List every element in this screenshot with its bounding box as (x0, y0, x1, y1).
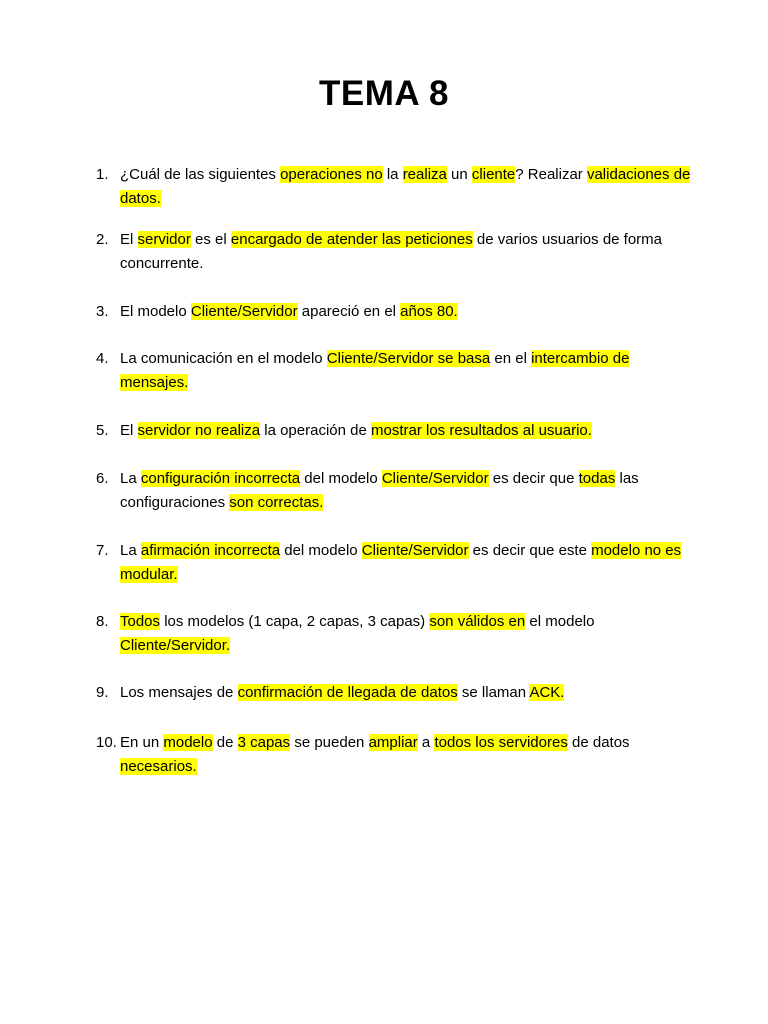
text-segment: se llaman (457, 684, 530, 701)
highlighted-text: todas (578, 470, 616, 487)
text-segment: del modelo (300, 470, 382, 487)
item-number: 3. (96, 303, 109, 320)
text-segment: ¿Cuál de las siguientes (120, 166, 281, 183)
item-number: 9. (96, 684, 109, 701)
text-segment: la (382, 166, 403, 183)
item-text (120, 228, 700, 276)
item-number: 1. (96, 166, 109, 183)
highlighted-text: son correctas. (229, 494, 324, 511)
text-segment: la operación de (260, 422, 371, 439)
highlighted-text: todos los servidores (434, 734, 568, 751)
text-segment: El (120, 231, 138, 248)
text-segment: El modelo (120, 303, 191, 320)
highlighted-text: modelo (163, 734, 213, 751)
highlighted-text: Cliente/Servidor (361, 542, 469, 559)
highlighted-text: necesarios. (120, 758, 197, 775)
text-segment: las configuraciones (120, 470, 639, 511)
highlighted-text: años 80. (400, 303, 458, 320)
item-number: 7. (96, 542, 109, 559)
highlighted-text: validaciones de datos. (120, 166, 691, 207)
highlighted-text: ampliar (368, 734, 418, 751)
text-segment: de (212, 734, 238, 751)
highlighted-text: operaciones no (280, 166, 383, 183)
highlighted-text: mostrar los resultados al usuario. (371, 422, 592, 439)
highlighted-text: ACK. (529, 684, 565, 701)
page-title: TEMA 8 (318, 74, 450, 113)
text-segment: de datos (567, 734, 630, 751)
text-segment: se pueden (290, 734, 369, 751)
highlighted-text: configuración incorrecta (140, 470, 301, 487)
text-segment: El (120, 422, 138, 439)
text-segment: es decir que este (468, 542, 592, 559)
highlighted-text: servidor no realiza (137, 422, 261, 439)
text-segment: el modelo (525, 613, 595, 630)
item-text (120, 467, 700, 515)
text-segment: un (446, 166, 472, 183)
item-number: 4. (96, 350, 109, 367)
text-segment: La comunicación en el modelo (120, 350, 327, 367)
highlighted-text: afirmación incorrecta (140, 542, 281, 559)
highlighted-text: Cliente/Servidor. (120, 637, 231, 654)
item-number: 10. (96, 734, 117, 751)
text-segment: los modelos (1 capa, 2 capas, 3 capas) (160, 613, 430, 630)
item-text (120, 681, 700, 705)
text-segment: Los mensajes de (120, 684, 238, 701)
text-segment: ? Realizar (515, 166, 587, 183)
highlighted-text: servidor (137, 231, 191, 248)
item-text (120, 731, 700, 779)
item-text (120, 610, 700, 658)
item-text (120, 419, 700, 443)
text-segment: en el (490, 350, 532, 367)
highlighted-text: Cliente/Servidor (190, 303, 298, 320)
item-text (120, 300, 700, 324)
highlighted-text: confirmación de llegada de datos (237, 684, 458, 701)
text-segment: es decir que (488, 470, 579, 487)
text-segment: a (417, 734, 435, 751)
text-segment: apareció en el (297, 303, 401, 320)
item-text (120, 539, 700, 587)
text-segment: La (120, 470, 141, 487)
highlighted-text: son válidos en (429, 613, 526, 630)
highlighted-text: intercambio de mensajes. (120, 350, 630, 391)
item-number: 5. (96, 422, 109, 439)
item-number: 2. (96, 231, 109, 248)
highlighted-text: Cliente/Servidor se basa (326, 350, 491, 367)
highlighted-text: 3 capas (237, 734, 291, 751)
highlighted-text: cliente (471, 166, 516, 183)
highlighted-text: encargado de atender las peticiones (230, 231, 473, 248)
item-text (120, 163, 700, 211)
highlighted-text: realiza (402, 166, 447, 183)
text-segment: del modelo (280, 542, 362, 559)
text-segment: En un (120, 734, 164, 751)
item-number: 8. (96, 613, 109, 630)
highlighted-text: Cliente/Servidor (381, 470, 489, 487)
text-segment: es el (190, 231, 231, 248)
text-segment: La (120, 542, 141, 559)
item-number: 6. (96, 470, 109, 487)
item-text (120, 347, 700, 395)
highlighted-text: modelo no es modular. (120, 542, 682, 583)
text-segment: de varios usuarios de forma concurrente. (120, 231, 663, 272)
highlighted-text: Todos (120, 613, 161, 630)
